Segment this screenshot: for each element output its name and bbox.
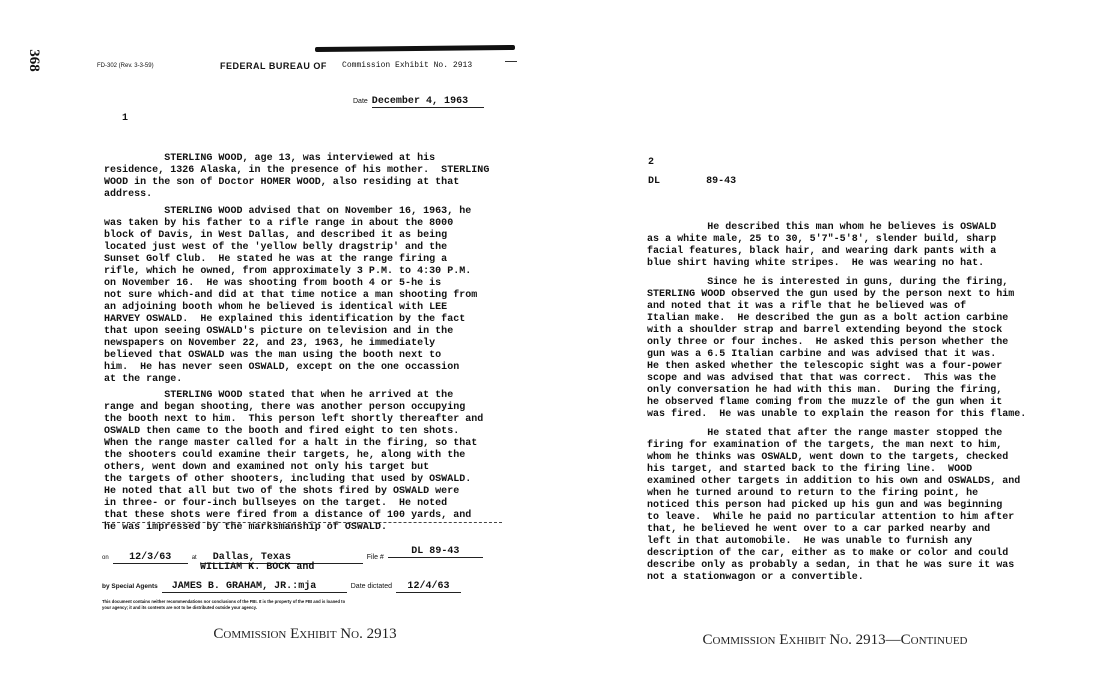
form-number: FD-302 (Rev. 3-3-59) xyxy=(97,63,154,69)
agents-line-1: WILLIAM K. BOCK and xyxy=(200,562,315,573)
left-paragraph-3: STERLING WOOD stated that when he arrived at the range and began shooting, there was another person occupying the booth next to him. This person left shortly thereafter and OSWALD then came to the booth and fired eight to ten shots. When the range master called for a halt in the firing, so that the shooters could examine their targets, he, along with the others, went down and examined not only his target but the targets of other shooters, including that used by OSWALD. He noted that all but two of the shots fired by OSWALD were in three- or four-inch bullseyes on the target. He noted that these shots were fired from a distance of 100 yards, and he was impressed by the marksmanship of OSWALD. xyxy=(104,390,484,533)
agents-line-2: JAMES B. GRAHAM, JR.:mja xyxy=(162,581,347,593)
at-value: Dallas, Texas xyxy=(201,552,363,564)
agency-header: FEDERAL BUREAU OF xyxy=(220,61,327,71)
footer-divider xyxy=(102,522,502,523)
left-paragraph-2: STERLING WOOD advised that on November 16, 1963, he was taken by his father to a rifle range in about the 8000 block of Davis, in West Dallas, and described it as being located just west of the 'yellow belly dragstrip' and the Sunset Golf Club. He stated he was at the range firing a rifle, which he owned, from approximately 3 P.M. to 4:30 P.M. on November 16. He was shooting from booth 4 or 5-he is not sure which-and did at that time notice a man shooting from an adjoining booth whom he believed is identical with LEE HARVEY OSWALD. He explained this identification by the fact that upon seeing OSWALD's picture on television and in the newspapers on November 22, and 23, 1963, he immediately believed that OSWALD was the man using the booth next to him. He has never seen OSWALD, except on the one occassion at the range. xyxy=(104,206,478,385)
date-value: December 4, 1963 xyxy=(372,96,484,108)
disclaimer-line-1: This document contains neither recommendations nor conclusions of the FBI. It is the property of the FBI and is loaned to xyxy=(102,599,346,604)
dictated-label: Date dictated xyxy=(350,583,392,590)
date-label: Date xyxy=(353,98,368,105)
file-ref-label: DL xyxy=(648,176,661,187)
file-ref-value: 89-43 xyxy=(706,176,737,187)
page-num-2: 2 xyxy=(648,157,655,168)
right-paragraph-3: He stated that after the range master stopped the firing for examination of the targets, the man next to him, whom he thinks was OSWALD, went down to the targets, checked his target, and started back to the firing line. WOOD examined other targets in addition to his own and OSWALDS, and when he turned around to return to the firing point, he noticed this person had picked up his gun and was beginning to leave. While he paid no particular attention to him after that, he believed he went over to a car parked nearby and left in that automobile. He was unable to furnish any description of the car, either as to make or color and could describe only as probably a sedan, in that he was sure it was not a stationwagon or a convertible. xyxy=(647,428,1021,583)
on-value: 12/3/63 xyxy=(113,552,188,564)
right-caption: Commission Exhibit No. 2913—Continued xyxy=(702,632,968,648)
right-paragraph-1: He described this man whom he believes is OSWALD as a white male, 25 to 30, 5'7"-5'8', slender build, sharp facial features, black hair, and wearing dark pants with a blue shirt having white stripes. He was wearing no hat. xyxy=(647,222,997,269)
page-number: 368 xyxy=(25,49,42,72)
left-paragraph-1: STERLING WOOD, age 13, was interviewed at his residence, 1326 Alaska, in the presence of his mother. STERLING WOOD in the son of Doctor HOMER WOOD, also residing at that address. xyxy=(104,153,490,200)
file-value: DL 89-43 xyxy=(388,546,483,558)
on-label: on xyxy=(102,555,109,561)
disclaimer-line-2: your agency; it and its contents are not to be distributed outside your agency. xyxy=(102,605,257,610)
right-paragraph-2: Since he is interested in guns, during the firing, STERLING WOOD observed the gun used by the person next to him and noted that it was a rifle that he believed was of Italian make. He described the gun as a bolt action carbine with a shoulder strap and barrel extending beyond the stock only three or four inches. He asked this person whether the gun was a 6.5 Italian carbine and was advised that it was. He then asked whether the telescopic sight was a four-power scope and was advised that that was correct. This was the only conversation he had with this man. During the firing, he observed flame coming from the muzzle of the gun when it was fired. He was unable to explain the reason for this flame. xyxy=(647,277,1027,420)
at-label: at xyxy=(191,555,197,561)
agents-label: by Special Agents xyxy=(102,583,158,590)
redaction-bar xyxy=(315,45,515,52)
left-caption: Commission Exhibit No. 2913 xyxy=(213,626,397,642)
page-num-1: 1 xyxy=(122,113,129,124)
file-label: File # xyxy=(366,554,384,561)
exhibit-stamp: Commission Exhibit No. 2913 xyxy=(342,61,473,70)
dictated-value: 12/4/63 xyxy=(396,581,461,593)
